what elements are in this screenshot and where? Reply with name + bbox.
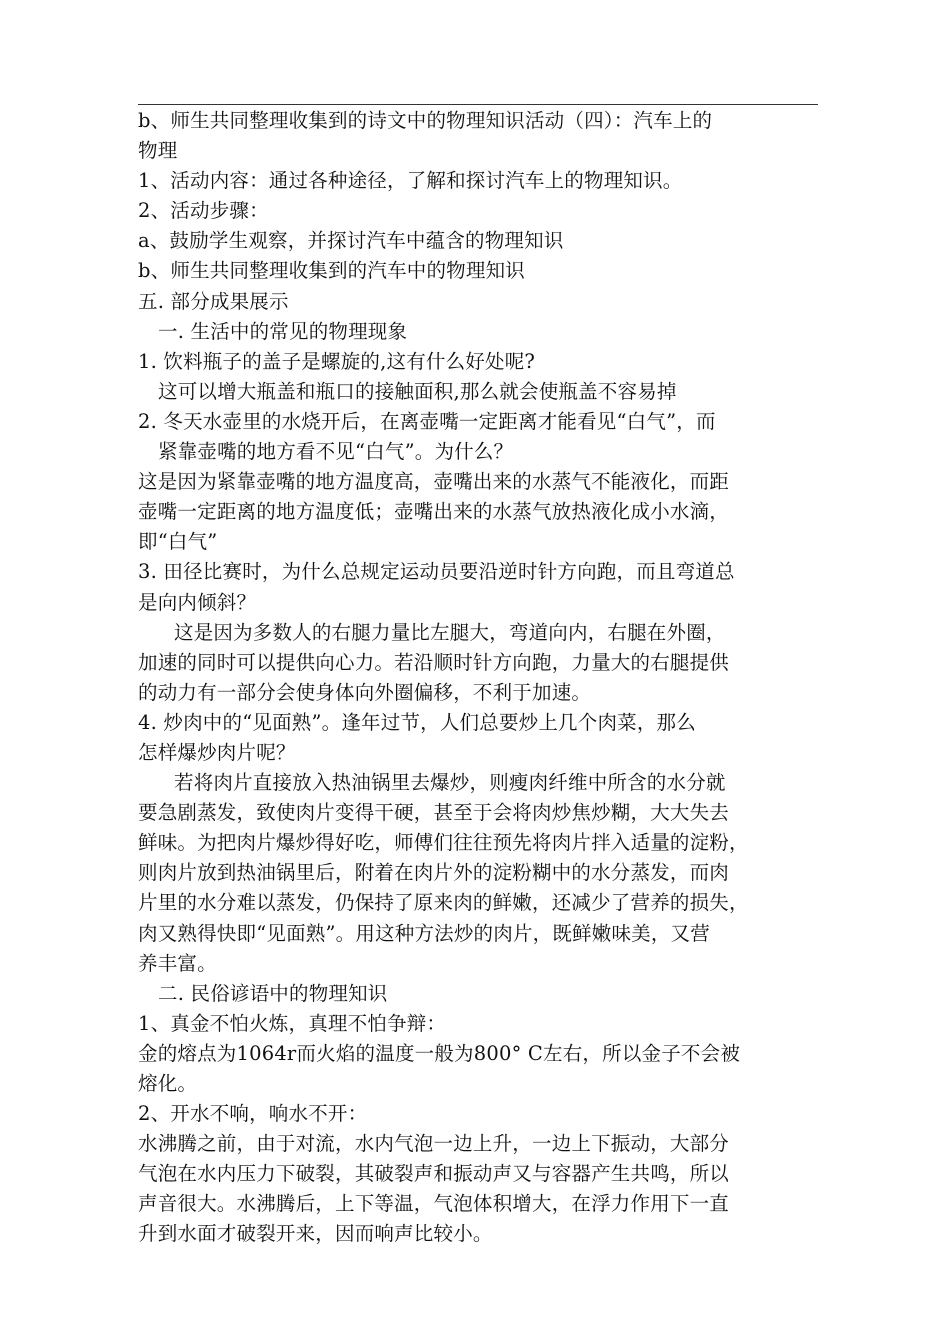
question-line: 1. 饮料瓶子的盖子是螺旋的,这有什么好处呢? bbox=[138, 349, 536, 373]
answer-line: 水沸腾之前，由于对流，水内气泡一边上升，一边上下振动，大部分 bbox=[138, 1132, 730, 1156]
subsection-heading: 二. 民俗谚语中的物理知识 bbox=[158, 981, 388, 1005]
header-rule bbox=[138, 104, 818, 105]
proverb-line: 1、真金不怕火炼，真理不怕争辩： bbox=[138, 1011, 447, 1035]
question-line: 3. 田径比赛时，为什么总规定运动员要沿逆时针方向跑，而且弯道总 bbox=[138, 560, 735, 584]
answer-line: 熔化。 bbox=[138, 1072, 198, 1095]
answer-line: 加速的同时可以提供向心力。若沿顺时针方向跑，力量大的右腿提供 bbox=[138, 650, 730, 674]
proverb-line: 2、开水不响，响水不开： bbox=[138, 1102, 368, 1126]
answer-line: 这是因为紧靠壶嘴的地方温度高，壶嘴出来的水蒸气不能液化，而距 bbox=[138, 470, 730, 494]
document-body bbox=[138, 106, 822, 1250]
question-line: 紧靠壶嘴的地方看不见“白气”。为什么？ bbox=[158, 440, 514, 464]
text-line: 1、活动内容：通过各种途径，了解和探讨汽车上的物理知识。 bbox=[138, 169, 683, 193]
question-line: 2. 冬天水壶里的水烧开后，在离壶嘴一定距离才能看见“白气”，而 bbox=[138, 409, 716, 433]
answer-line: 若将肉片直接放入热油锅里去爆炒，则瘦肉纤维中所含的水分就 bbox=[174, 771, 726, 795]
answer-line: 声音很大。水沸腾后，上下等温，气泡体积增大，在浮力作用下一直 bbox=[138, 1192, 730, 1216]
section-heading: 五. 部分成果展示 bbox=[138, 289, 289, 313]
answer-line: 这可以增大瓶盖和瓶口的接触面积,那么就会使瓶盖不容易掉 bbox=[158, 379, 677, 403]
answer-line: 养丰富。 bbox=[138, 951, 217, 975]
subsection-heading: 一. 生活中的常见的物理现象 bbox=[158, 319, 408, 343]
text-line: b、师生共同整理收集到的诗文中的物理知识活动（四）：汽车上的 bbox=[138, 109, 713, 132]
question-line: 是向内倾斜？ bbox=[138, 590, 257, 614]
text-line: b、师生共同整理收集到的汽车中的物理知识 bbox=[138, 259, 525, 283]
answer-line: 的动力有一部分会使身体向外圈偏移，不利于加速。 bbox=[138, 680, 592, 704]
answer-line: 肉又熟得快即“见面熟”。用这种方法炒的肉片，既鲜嫩味美，又营 bbox=[138, 921, 710, 945]
answer-line: 气泡在水内压力下破裂，其破裂声和振动声又与容器产生共鸣，所以 bbox=[138, 1162, 730, 1186]
question-line: 4. 炒肉中的“见面熟”。逢年过节，人们总要炒上几个肉菜，那么 bbox=[138, 710, 696, 734]
text-line: a、鼓励学生观察，并探讨汽车中蕴含的物理知识 bbox=[138, 229, 564, 253]
text-line: 2、活动步骤： bbox=[138, 199, 269, 223]
question-line: 怎样爆炒肉片呢？ bbox=[138, 740, 296, 764]
answer-line: 则肉片放到热油锅里后，附着在肉片外的淀粉糊中的水分蒸发，而肉 bbox=[138, 861, 730, 885]
answer-line: 片里的水分难以蒸发，仍保持了原来肉的鲜嫩，还减少了营养的损失， bbox=[138, 891, 749, 915]
answer-line: 即“白气” bbox=[138, 530, 218, 554]
text-line: 物理 bbox=[138, 139, 178, 163]
answer-line: 这是因为多数人的右腿力量比左腿大，弯道向内，右腿在外圈， bbox=[174, 620, 726, 644]
answer-line: 金的熔点为1064r而火焰的温度一般为800° C左右，所以金子不会被 bbox=[138, 1041, 741, 1065]
answer-line: 壶嘴一定距离的地方温度低；壶嘴出来的水蒸气放热液化成小水滴， bbox=[138, 500, 730, 524]
answer-line: 鲜味。为把肉片爆炒得好吃，师傅们往往预先将肉片拌入适量的淀粉， bbox=[138, 831, 749, 855]
answer-line: 升到水面才破裂开来，因而响声比较小。 bbox=[138, 1222, 493, 1246]
answer-line: 要急剧蒸发，致使肉片变得干硬，甚至于会将肉炒焦炒糊，大大失去 bbox=[138, 801, 730, 825]
